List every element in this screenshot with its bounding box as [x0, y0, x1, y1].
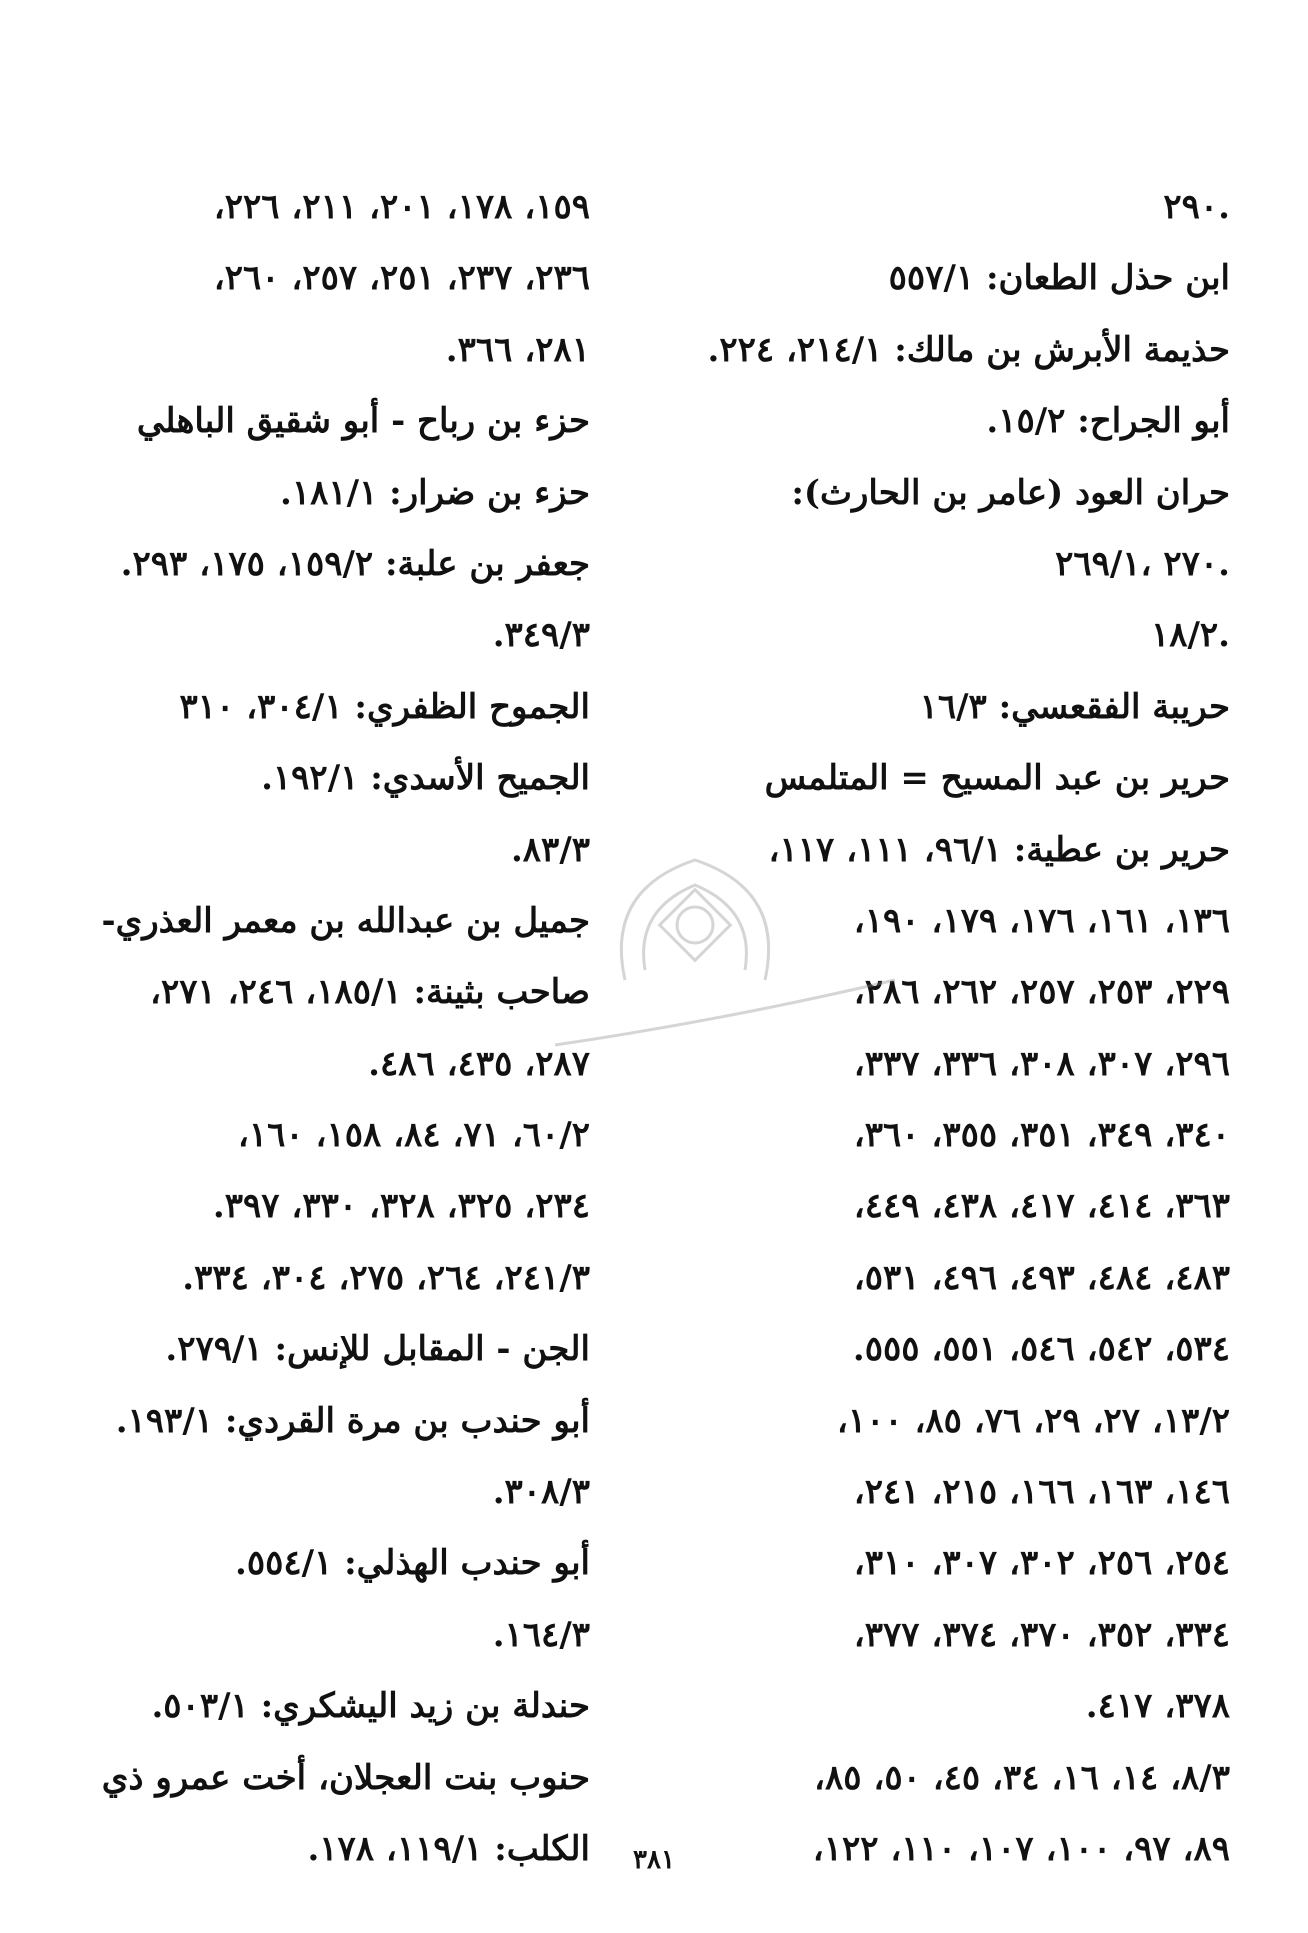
right-entry-line: ١٣٦، ١٦١، ١٧٦، ١٧٩، ١٩٠، [853, 900, 1230, 941]
left-entry-line: حندلة بن زيد اليشكري: ٥٠٣/١. [151, 1686, 590, 1727]
left-entry-line: صاحب بثينة: ١٨٥/١، ٢٤٦، ٢٧١، [150, 972, 590, 1013]
right-entry-line: حرير بن عبد المسيح = المتلمس [764, 758, 1230, 799]
right-entry-line: ٣٣٤، ٣٥٢، ٣٧٠، ٣٧٤، ٣٧٧، [853, 1614, 1230, 1655]
right-entry-line: ٢٢٩، ٢٥٣، ٢٥٧، ٢٦٢، ٢٨٦، [853, 972, 1230, 1013]
right-entry-line: ٥٣٤، ٥٤٢، ٥٤٦، ٥٥١، ٥٥٥. [852, 1329, 1230, 1370]
left-entry-line: ٢٣٦، ٢٣٧، ٢٥١، ٢٥٧، ٢٦٠، [213, 258, 590, 299]
left-entry-line: جميل بن عبدالله بن معمر العذري- [101, 900, 590, 941]
left-entry-line: حنوب بنت العجلان، أخت عمرو ذي [101, 1757, 590, 1798]
right-entry-line: .١٨/٢ [1150, 615, 1230, 656]
right-entry-line: ٣٧٨، ٤١٧. [1085, 1686, 1230, 1727]
right-entry-line: حران العود (عامر بن الحارث): [791, 472, 1230, 513]
left-entry-line: ١٦٤/٣. [492, 1614, 590, 1655]
right-entry-line: .٢٧٠ ،٢٦٩/١ [1055, 543, 1230, 584]
right-entry-line: حذيمة الأبرش بن مالك: ٢١٤/١، ٢٢٤. [707, 329, 1230, 370]
right-entry-line: حريبة الفقعسي: ١٦/٣ [919, 686, 1230, 727]
right-entry-line: ٢٩٦، ٣٠٧، ٣٠٨، ٣٣٦، ٣٣٧، [853, 1043, 1230, 1084]
left-entry-line: أبو حندب الهذلي: ٥٥٤/١. [234, 1543, 590, 1584]
left-entry-line: الجموح الظفري: ٣٠٤/١، ٣١٠ [179, 686, 590, 727]
left-entry-line: ٣٤٩/٣. [492, 615, 590, 656]
left-entry-line: حزء بن ضرار: ١٨١/١. [280, 472, 590, 513]
right-entry-line: أبو الجراح: ١٥/٢. [986, 401, 1230, 442]
right-entry-line: ٢٥٤، ٢٥٦، ٣٠٢، ٣٠٧، ٣١٠، [853, 1543, 1230, 1584]
left-entry-line: ٢٤١/٣، ٢٦٤، ٢٧٥، ٣٠٤، ٣٣٤. [182, 1257, 590, 1298]
left-entry-line: ٣٠٨/٣. [492, 1472, 590, 1513]
library-seal-watermark [545, 830, 905, 1070]
page-number: ٣٨١ [633, 1845, 675, 1875]
left-entry-line: ٢٣٤، ٣٢٥، ٣٢٨، ٣٣٠، ٣٩٧. [212, 1186, 590, 1227]
right-entry-line: ٤٨٣، ٤٨٤، ٤٩٣، ٤٩٦، ٥٣١، [853, 1257, 1230, 1298]
right-entry-line: .٢٩٠ [1163, 187, 1230, 227]
left-entry-line: ٦٠/٢، ٧١، ٨٤، ١٥٨، ١٦٠، [237, 1115, 590, 1156]
right-entry-line: ٣٦٣، ٤١٤، ٤١٧، ٤٣٨، ٤٤٩، [853, 1186, 1230, 1227]
left-index-column [101, 172, 590, 1885]
right-entry-line: ٨٩، ٩٧، ١٠٠، ١٠٧، ١١٠، ١٢٢، [812, 1828, 1230, 1869]
right-entry-line: ابن حذل الطعان: ٥٥٧/١ [888, 258, 1230, 299]
left-entry-line: ١٥٩، ١٧٨، ٢٠١، ٢١١، ٢٢٦، [213, 187, 590, 227]
right-entry-line: ٣٤٠، ٣٤٩، ٣٥١، ٣٥٥، ٣٦٠، [853, 1115, 1230, 1156]
left-entry-line: الكلب: ١١٩/١، ١٧٨. [307, 1828, 590, 1869]
left-entry-line: أبو حندب بن مرة القردي: ١٩٣/١. [115, 1400, 590, 1441]
left-entry-line: الجن - المقابل للإنس: ٢٧٩/١. [165, 1329, 590, 1370]
right-entry-line: ١٤٦، ١٦٣، ١٦٦، ٢١٥، ٢٤١، [853, 1472, 1230, 1513]
left-entry-line: ٢٨٧، ٤٣٥، ٤٨٦. [368, 1043, 590, 1084]
left-entry-line: ٨٣/٣. [510, 829, 590, 870]
right-entry-line: ١٣/٢، ٢٧، ٢٩، ٧٦، ٨٥، ١٠٠، [836, 1400, 1230, 1441]
left-entry-line: جعفر بن علبة: ١٥٩/٢، ١٧٥، ٢٩٣. [120, 543, 590, 584]
left-entry-line: حزء بن رباح - أبو شقيق الباهلي [136, 401, 590, 442]
left-entry-line: ٢٨١، ٣٦٦. [445, 329, 590, 370]
left-entry-line: الجميح الأسدي: ١٩٢/١. [261, 758, 590, 799]
right-entry-line: ٨/٣، ١٤، ١٦، ٣٤، ٤٥، ٥٠، ٨٥، [814, 1757, 1230, 1798]
right-entry-line: حرير بن عطية: ٩٦/١، ١١١، ١١٧، [768, 829, 1230, 870]
